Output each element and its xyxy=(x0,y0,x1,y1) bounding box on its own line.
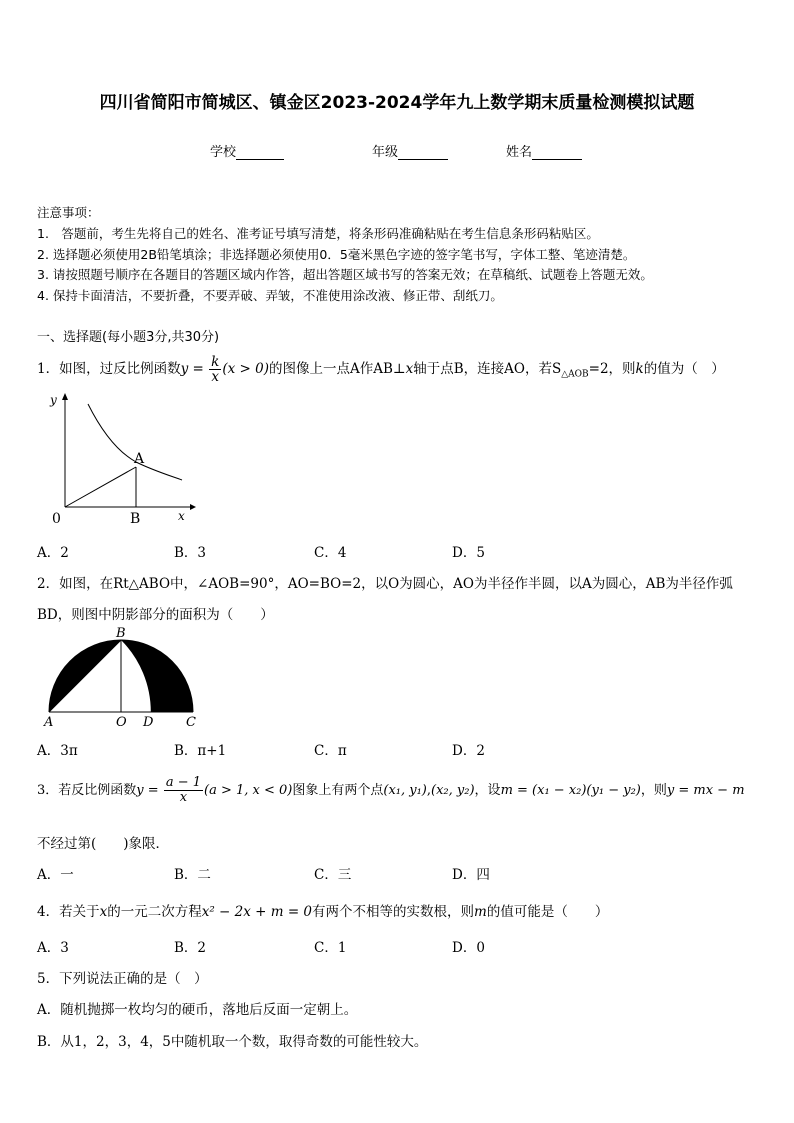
grade-field[interactable] xyxy=(372,141,448,160)
q3-option-c[interactable]: C．三 xyxy=(314,867,352,883)
note-item: 4. 保持卡面清洁，不要折叠，不要弄破、弄皱，不准使用涂改液、修正带、刮纸刀。 xyxy=(37,288,503,303)
name-field[interactable] xyxy=(506,141,582,160)
question-3-stem: 3．若反比例函数y = $\frac{a - 1}{x}$ (a > 1, x < 0)图象上有两个点(x₁, y₁),(x₂, y₂)，设m = (x₁ − x₂)(y₁ − y₂)，则y = mx − m xyxy=(37,775,745,805)
fig1-point-a: A xyxy=(134,451,145,467)
q4-option-b[interactable]: B．2 xyxy=(174,940,207,956)
q1-option-b[interactable]: B．3 xyxy=(174,545,207,561)
question-2-figure xyxy=(36,626,206,730)
question-3-line2: 不经过第( )象限． xyxy=(37,836,170,852)
q1-option-c[interactable]: C．4 xyxy=(314,545,347,561)
q4-option-d[interactable]: D．0 xyxy=(452,940,485,956)
note-item: 3. 请按照题号顺序在各题目的答题区域内作答，超出答题区域书写的答案无效；在草稿纸、试题卷上答题无效。 xyxy=(37,267,653,282)
fig2-point-d: D xyxy=(143,715,154,730)
fig1-x-label: x xyxy=(178,509,185,523)
q4-option-a[interactable]: A．3 xyxy=(37,940,69,956)
question-1-figure xyxy=(40,392,200,532)
q1-option-a[interactable]: A．2 xyxy=(37,545,69,561)
section-heading: 一、选择题(每小题3分,共30分) xyxy=(37,330,220,345)
fig2-point-o: O xyxy=(116,715,127,730)
q1-option-d[interactable]: D．5 xyxy=(452,545,485,561)
school-blank[interactable] xyxy=(236,147,284,160)
q2-option-b[interactable]: B．π+1 xyxy=(174,743,227,759)
page-title: 四川省简阳市简城区、镇金区2023-2024学年九上数学期末质量检测模拟试题 xyxy=(99,93,695,113)
fig1-y-label: y xyxy=(50,393,57,407)
q2-option-c[interactable]: C．π xyxy=(314,743,347,759)
note-item: 1. 答题前，考生先将自己的姓名、准考证号填写清楚，将条形码准确粘贴在考生信息条形码粘贴区。 xyxy=(37,226,599,241)
school-field[interactable] xyxy=(210,141,284,160)
grade-label: 年级 xyxy=(372,145,399,160)
q2-option-d[interactable]: D．2 xyxy=(452,743,485,759)
q2-option-a[interactable]: A．3π xyxy=(37,743,78,759)
question-1-stem: 1．如图，过反比例函数y = $\frac{k}{x}$ (x > 0)的图像上一点A作AB⊥x轴于点B，连接AO，若$S_{\triangle AOB}=2$，则k的值为（ ） xyxy=(37,354,725,385)
fig1-origin-label: 0 xyxy=(52,511,61,527)
note-item: 2. 选择题必须使用2B铅笔填涂；非选择题必须使用0．5毫米黑色字迹的签字笔书写，字体工整、笔迹清楚。 xyxy=(37,247,636,262)
question-2-line2: BD，则图中阴影部分的面积为（ ） xyxy=(37,607,274,623)
question-4-stem: 4．若关于x的一元二次方程x² − 2x + m = 0有两个不相等的实数根，则m的值可能是（ ） xyxy=(37,904,609,920)
school-label: 学校 xyxy=(210,145,237,160)
q5-option-b[interactable]: B．从1，2，3，4，5中随机取一个数，取得奇数的可能性较大。 xyxy=(37,1034,428,1050)
notes-heading: 注意事项： xyxy=(37,205,100,220)
q5-option-a[interactable]: A．随机抛掷一枚均匀的硬币，落地后反面一定朝上。 xyxy=(37,1002,358,1018)
fig2-point-a: A xyxy=(44,715,54,730)
grade-blank[interactable] xyxy=(398,147,448,160)
question-5-stem: 5．下列说法正确的是（ ） xyxy=(37,971,208,987)
name-label: 姓名 xyxy=(506,145,533,160)
q3-option-d[interactable]: D．四 xyxy=(452,867,490,883)
question-2-line1: 2．如图，在Rt△ABO中，∠AOB=90°，AO=BO=2，以O为圆心，AO为半径作半圆，以A为圆心，AB为半径作弧 xyxy=(37,576,733,592)
fig1-point-b: B xyxy=(130,511,141,527)
name-blank[interactable] xyxy=(532,147,582,160)
q4-option-c[interactable]: C．1 xyxy=(314,940,347,956)
q3-option-a[interactable]: A．一 xyxy=(37,867,74,883)
fig2-point-b: B xyxy=(116,626,126,641)
fig2-point-c: C xyxy=(186,715,196,730)
q3-option-b[interactable]: B．二 xyxy=(174,867,211,883)
